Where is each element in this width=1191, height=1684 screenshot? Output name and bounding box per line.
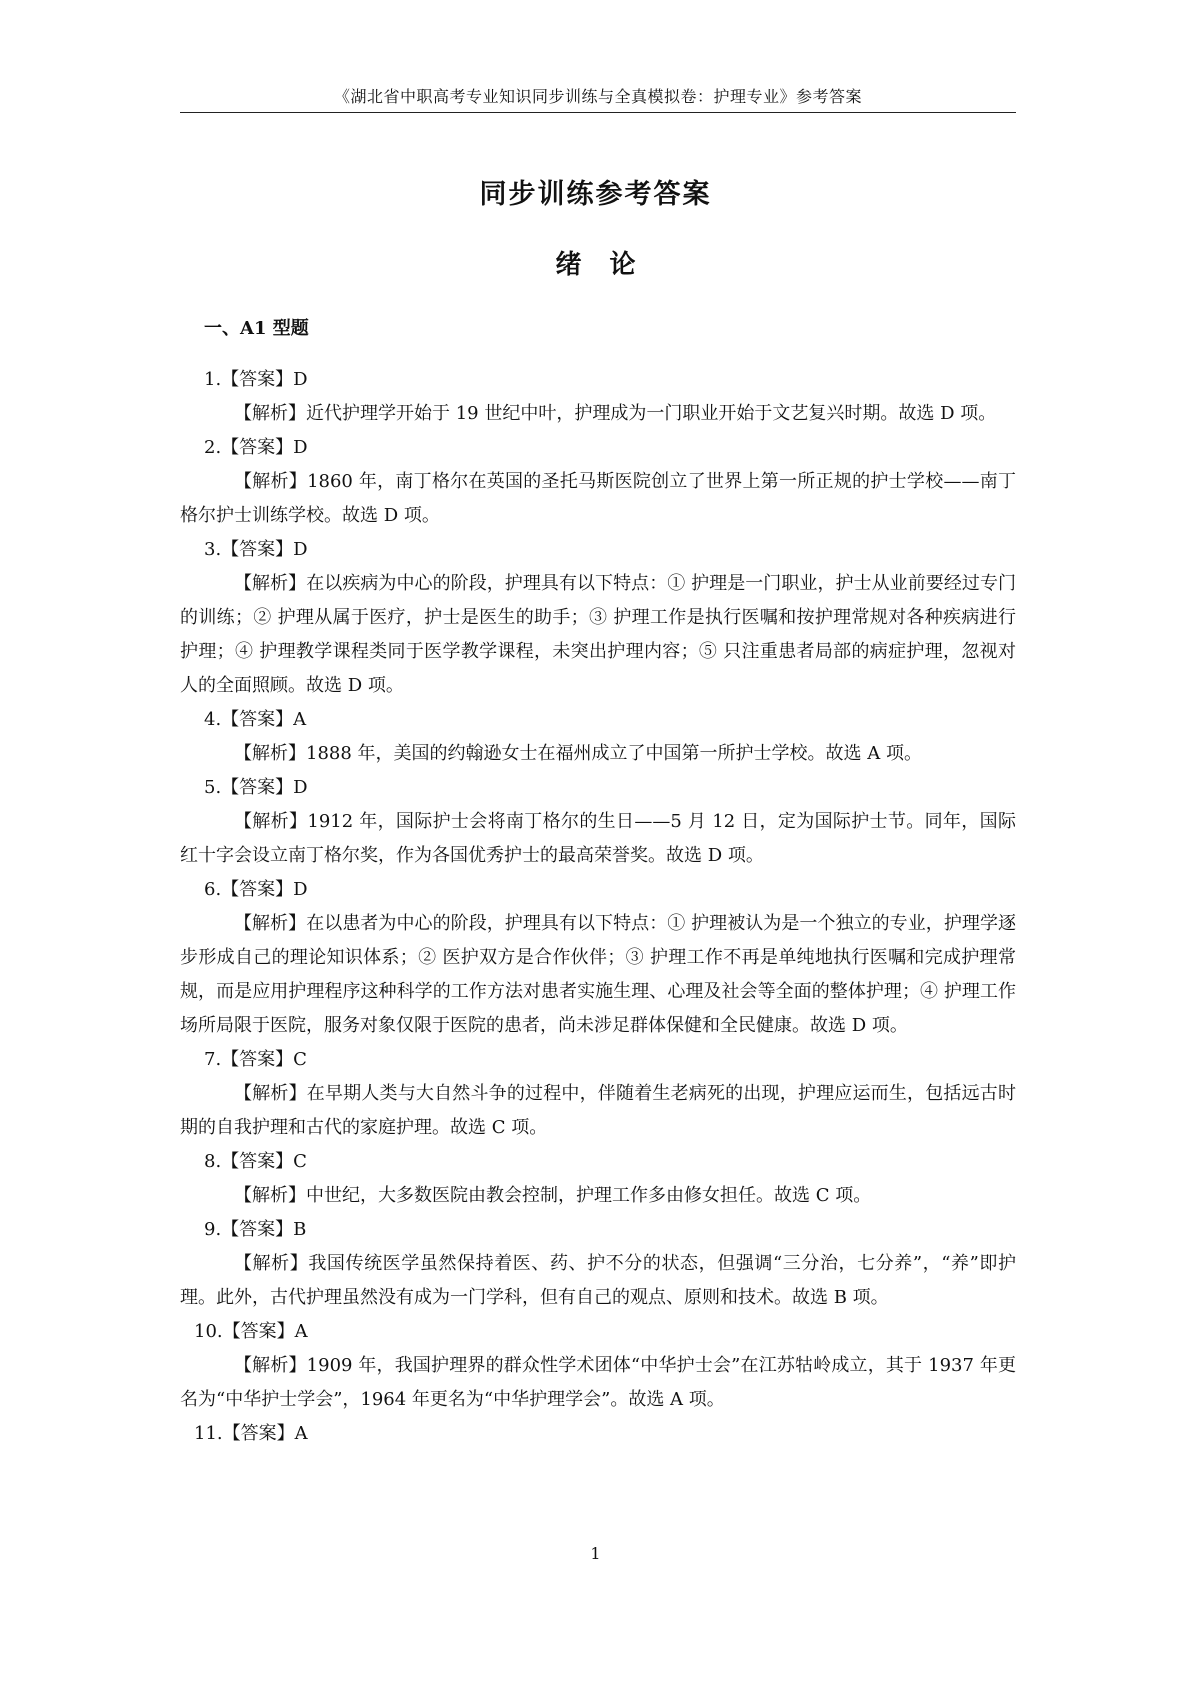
section-heading: 一、A1 型题: [204, 318, 309, 339]
explanation-text: 【解析】中世纪，大多数医院由教会控制，护理工作多由修女担任。故选 C 项。: [234, 1185, 872, 1206]
explanation-text: 【解析】在早期人类与大自然斗争的过程中，伴随着生老病死的出现，护理应运而生，包括远古时期的自我护理和古代的家庭护理。故选 C 项。: [180, 1083, 1016, 1138]
explanation-text: 【解析】在以患者为中心的阶段，护理具有以下特点：① 护理被认为是一个独立的专业，护理学逐步形成自己的理论知识体系；② 医护双方是合作伙伴；③ 护理工作不再是单纯地执行医嘱和完成护理常规，而是应用护理程序这种科学的工作方法对患者实施生理、心理及社会等全面的整体护理；④ 护理工作场所局限于医院，服务对象仅限于医院的患者，尚未涉足群体保健和全民健康。故选 D 项。: [180, 913, 1016, 1036]
answer-item-1: [180, 363, 1016, 431]
answer-item-5: [180, 771, 1016, 873]
chapter-title: 绪论: [555, 250, 664, 280]
answer-item-8: [180, 1145, 1016, 1213]
explanation-text: 【解析】在以疾病为中心的阶段，护理具有以下特点：① 护理是一门职业，护士从业前要经过专门的训练；② 护理从属于医疗，护士是医生的助手；③ 护理工作是执行医嘱和按护理常规对各种疾病进行护理；④ 护理教学课程类同于医学教学课程，未突出护理内容；⑤ 只注重患者局部的病症护理，忽视对人的全面照顾。故选 D 项。: [180, 573, 1016, 696]
answer-item-10: [180, 1315, 1016, 1417]
answer-item-11: [180, 1417, 1016, 1451]
explanation-text: 【解析】1909 年，我国护理界的群众性学术团体“中华护士会”在江苏牯岭成立，其于 1937 年更名为“中华护士学会”，1964 年更名为“中华护理学会”。故选 A 项。: [180, 1355, 1016, 1410]
page-number: 1: [590, 1544, 601, 1563]
answer-line: 5.【答案】D: [204, 777, 308, 798]
header-divider: [180, 112, 1016, 113]
answer-line: 11.【答案】A: [194, 1423, 308, 1444]
answer-item-4: [180, 703, 1016, 771]
answer-line: 3.【答案】D: [204, 539, 308, 560]
answer-line: 9.【答案】B: [204, 1219, 307, 1240]
answer-line: 8.【答案】C: [204, 1151, 307, 1172]
running-header: 《湖北省中职高考专业知识同步训练与全真模拟卷：护理专业》参考答案: [333, 87, 862, 106]
explanation-text: 【解析】我国传统医学虽然保持着医、药、护不分的状态，但强调“三分治，七分养”，“养”即护理。此外，古代护理虽然没有成为一门学科，但有自己的观点、原则和技术。故选 B 项。: [180, 1253, 1016, 1308]
answer-line: 7.【答案】C: [204, 1049, 307, 1070]
answer-line: 2.【答案】D: [204, 437, 308, 458]
answer-line: 6.【答案】D: [204, 879, 308, 900]
answer-item-3: [180, 533, 1016, 703]
answer-item-7: [180, 1043, 1016, 1145]
explanation-text: 【解析】1860 年，南丁格尔在英国的圣托马斯医院创立了世界上第一所正规的护士学校——南丁格尔护士训练学校。故选 D 项。: [180, 471, 1016, 526]
answer-list: [180, 363, 1016, 1451]
answer-line: 10.【答案】A: [194, 1321, 308, 1342]
explanation-text: 【解析】1912 年，国际护士会将南丁格尔的生日——5 月 12 日，定为国际护士节。同年，国际红十字会设立南丁格尔奖，作为各国优秀护士的最高荣誉奖。故选 D 项。: [180, 811, 1016, 866]
answer-line: 4.【答案】A: [204, 709, 307, 730]
answer-item-9: [180, 1213, 1016, 1315]
explanation-text: 【解析】1888 年，美国的约翰逊女士在福州成立了中国第一所护士学校。故选 A 项。: [234, 743, 922, 764]
page-title: 同步训练参考答案: [479, 179, 712, 210]
answer-item-6: [180, 873, 1016, 1043]
answer-item-2: [180, 431, 1016, 533]
answer-line: 1.【答案】D: [204, 369, 308, 390]
explanation-text: 【解析】近代护理学开始于 19 世纪中叶，护理成为一门职业开始于文艺复兴时期。故选 D 项。: [234, 403, 997, 424]
